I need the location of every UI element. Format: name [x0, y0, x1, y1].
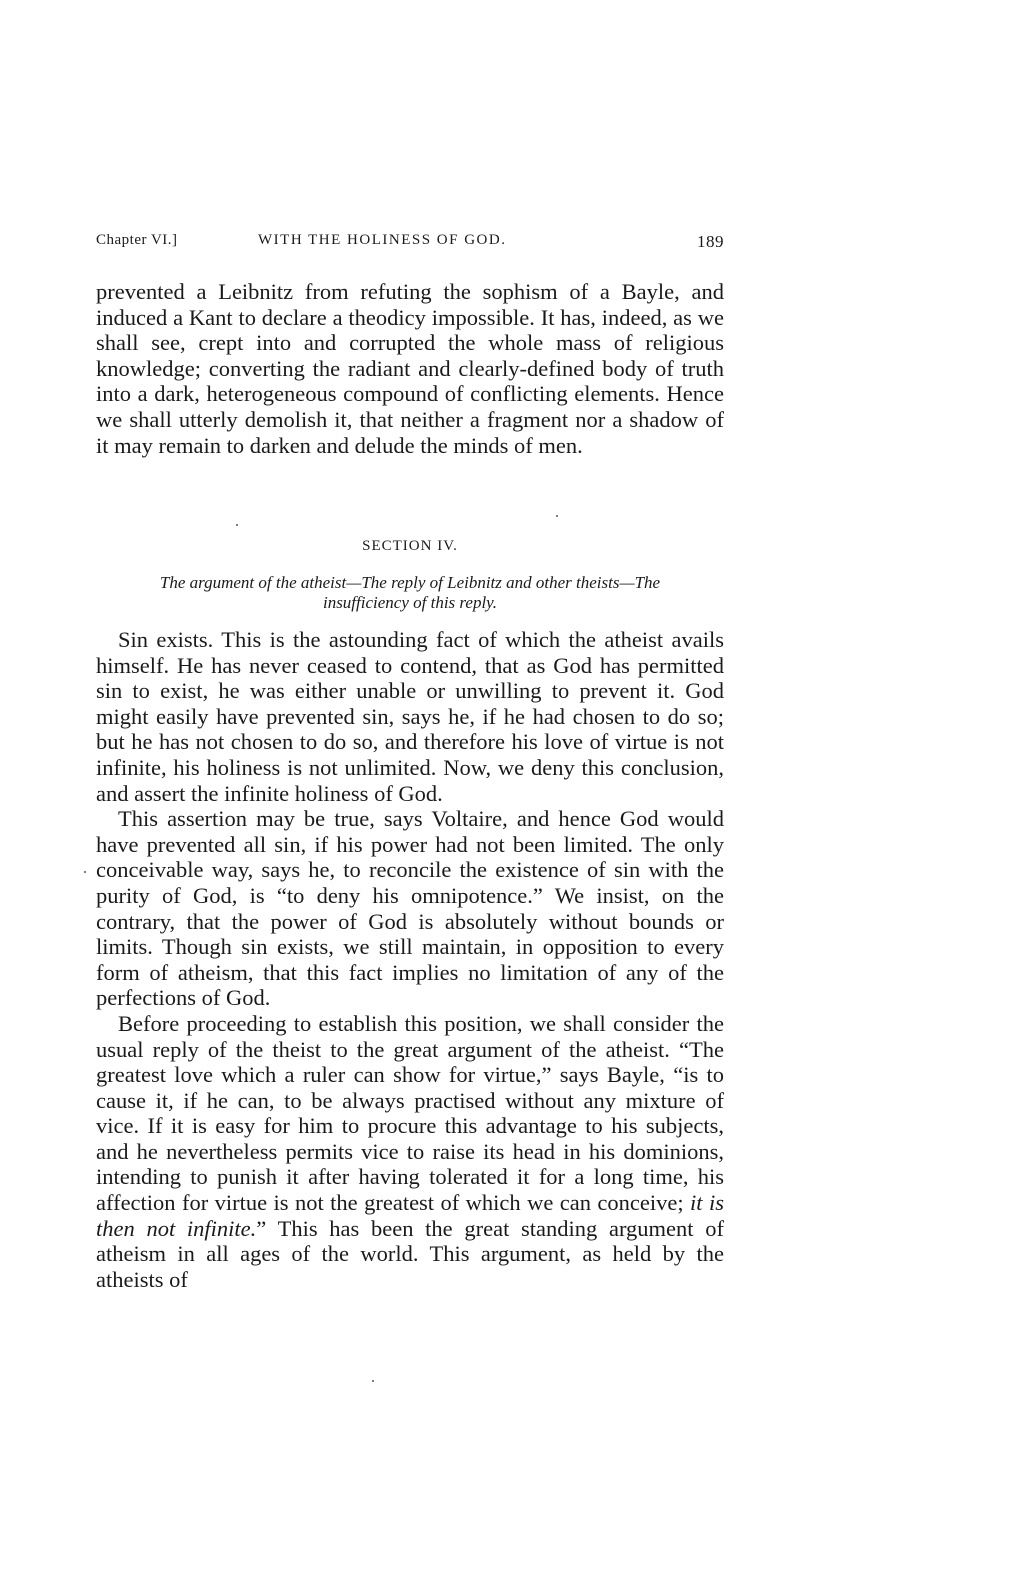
italic-phrase: it is then not infinite.	[96, 1190, 724, 1241]
section-summary-line: insufficiency of this reply.	[322, 593, 498, 612]
print-speck	[236, 524, 238, 526]
body-text-main	[96, 627, 724, 1292]
body-text-top	[96, 279, 724, 458]
running-title: WITH THE HOLINESS OF GOD.	[258, 232, 507, 248]
paragraph: Sin exists. This is the astounding fact of which the atheist avails himself. He has never ceased to contend, that as God has permitted sin to exist, he was either unable or unwilling to prevent it. God might easily have prevented sin, says he, if he had chosen to do so; but he has not chosen to do so, and therefore his love of virtue is not infinite, his holiness is not unlimited. Now, we deny this conclusion, and assert the infinite holiness of God.	[96, 627, 724, 806]
section-summary-line: The argument of the atheist—The reply of Leibnitz and other theists—The	[159, 573, 661, 592]
print-speck	[556, 515, 558, 517]
print-speck	[84, 871, 86, 873]
section-summary	[96, 573, 724, 613]
paragraph: prevented a Leibnitz from refuting the sophism of a Bayle, and induced a Kant to declare a theodicy impossible. It has, indeed, as we shall see, crept into and corrupted the whole mass of religious knowledge; converting the radiant and clearly-defined body of truth into a dark, heterogeneous compound of conflicting elements. Hence we shall utterly demolish it, that neither a fragment nor a shadow of it may remain to darken and delude the minds of men.	[96, 279, 724, 458]
paragraph	[96, 1011, 724, 1293]
paragraph-text: ” This has been the great standing argument of atheism in all ages of the world. This argument, as held by the atheists of	[96, 1215, 724, 1292]
page-number: 189	[697, 232, 724, 251]
paragraph-text: Before proceeding to establish this position, we shall consider the usual reply of the theist to the great argument of the atheist. “The greatest love which a ruler can show for virtue,” says Bayle, “is to cause it, if he can, to be always practised without any mixture of vice. If it is easy for him to procure this advantage to his subjects, and he nevertheless permits vice to raise its head in his dominions, intending to punish it after having tolerated it for a long time, his affection for virtue is not the greatest of which we can conceive;	[96, 1010, 724, 1216]
section-heading: SECTION IV.	[362, 538, 458, 554]
paragraph: This assertion may be true, says Voltaire, and hence God would have prevented all sin, if his power had not been limited. The only conceivable way, says he, to reconcile the existence of sin with the purity of God, is “to deny his omnipotence.” We insist, on the contrary, that the power of God is absolutely without bounds or limits. Though sin exists, we still maintain, in opposition to every form of atheism, that this fact implies no limitation of any of the perfections of God.	[96, 806, 724, 1011]
print-speck	[372, 1380, 374, 1382]
chapter-label: Chapter VI.]	[96, 232, 178, 248]
